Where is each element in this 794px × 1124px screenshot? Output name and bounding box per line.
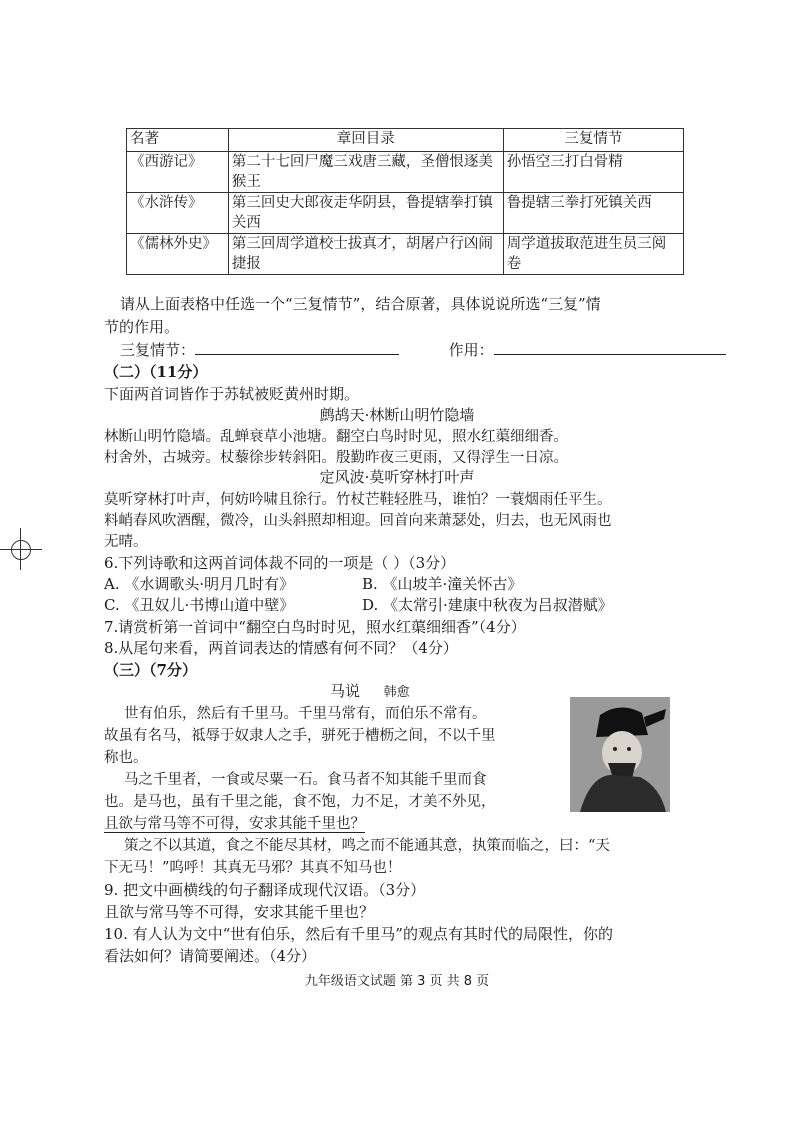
essay-paragraph: 策之不以其道，食之不能尽其材，鸣之而不能通其意，执策而临之，曰：“天 (124, 838, 610, 854)
poem-title: 鹧鸪天·林断山明竹隐墙 (319, 406, 475, 424)
registration-mark-circle (11, 540, 31, 560)
option-d: D. 《太常引·建康中秋夜为吕叔潜赋》 (362, 596, 613, 614)
question-6: 6.下列诗歌和这两首词体裁不同的一项是（ ）（3分） (104, 554, 456, 572)
question-9: 9. 把文中画横线的句子翻译成现代汉语。（3分） (104, 881, 426, 899)
han-yu-portrait (570, 697, 670, 812)
plot-answer-blank[interactable] (195, 340, 399, 355)
option-b: B. 《山坡羊·潼关怀古》 (362, 575, 523, 593)
poem-line: 村舍外，古城旁。杖藜徐步转斜阳。殷勤昨夜三更雨，又得浮生一日凉。 (104, 450, 568, 466)
essay-paragraph: 世有伯乐，然后有千里马。千里马常有，而伯乐不常有。 (124, 706, 487, 722)
question-8: 8.从尾句来看，两首词表达的情感有何不同？（4分） (104, 639, 458, 657)
section-heading: （三）（7分） (104, 661, 197, 679)
essay-paragraph: 称也。 (104, 750, 148, 766)
poem-title: 定风波·莫听穿林打叶声 (319, 468, 475, 486)
table-cell-work: 《西游记》 (127, 152, 229, 193)
essay-title-row (330, 680, 410, 701)
portrait-image (570, 697, 670, 812)
underlined-sentence: 且欲与常马等不可得，安求其能千里也？ (104, 816, 365, 832)
option-a: A. 《水调歌头·明月几时有》 (104, 575, 295, 593)
essay-underlined-sentence (104, 812, 365, 833)
poem-line: 莫听穿林打叶声，何妨吟啸且徐行。竹杖芒鞋轻胜马，谁怕？一蓑烟雨任平生。 (104, 492, 612, 508)
poem-line: 料峭春风吹酒醒，微冷，山头斜照却相迎。回首向来萧瑟处，归去，也无风雨也 (104, 513, 612, 529)
question-9-sentence: 且欲与常马等不可得，安求其能千里也？ (104, 903, 375, 921)
section-heading: （二）（11分） (104, 363, 208, 381)
table-header: 章回目录 (228, 129, 503, 152)
essay-paragraph: 也。是马也，虽有千里之能，食不饱，力不足，才美不外见， (104, 794, 496, 810)
section-intro: 下面两首词皆作于苏轼被贬黄州时期。 (104, 385, 360, 403)
page-footer: 九年级语文试题 第 3 页 共 8 页 (304, 974, 490, 989)
poem-line: 林断山明竹隐墙。乱蝉衰草小池塘。翻空白鸟时时见，照水红蕖细细香。 (104, 429, 568, 445)
table-cell-plot: 鲁提辖三拳打死镇关西 (503, 193, 683, 234)
classics-table (126, 128, 684, 275)
table-row (127, 193, 684, 234)
essay-paragraph: 下无马！”呜呼！其真无马邪？其真不知马也！ (104, 860, 402, 876)
effect-label: 作用： (448, 341, 494, 359)
table-question-prompt: 请从上面表格中任选一个“三复情节”，结合原著，具体说说所选“三复”情 (120, 295, 601, 313)
poem-line: 无晴。 (104, 534, 148, 550)
table-cell-work: 《水浒传》 (127, 193, 229, 234)
table-cell-plot: 周学道拔取范进生员三阅卷 (503, 234, 683, 275)
table-header: 名著 (127, 129, 229, 152)
essay-title: 马说 (330, 682, 361, 700)
table-cell-chapter: 第二十七回尸魔三戏唐三藏，圣僧恨逐美猴王 (228, 152, 503, 193)
plot-label: 三复情节： (120, 341, 196, 359)
essay-paragraph: 马之千里者，一食或尽粟一石。食马者不知其能千里而食 (124, 772, 487, 788)
essay-author: 韩愈 (383, 685, 410, 700)
table-cell-work: 《儒林外史》 (127, 234, 229, 275)
answer-line-row (120, 339, 726, 360)
effect-answer-blank[interactable] (494, 340, 726, 355)
table-row (127, 152, 684, 193)
table-header: 三复情节 (503, 129, 683, 152)
table-question-prompt-cont: 节的作用。 (104, 318, 180, 336)
essay-paragraph: 故虽有名马，祗辱于奴隶人之手，骈死于槽枥之间，不以千里 (104, 728, 496, 744)
option-c: C. 《丑奴儿·书博山道中壁》 (104, 596, 295, 614)
table-cell-plot: 孙悟空三打白骨精 (503, 152, 683, 193)
table-cell-chapter: 第三回史大郎夜走华阴县，鲁提辖拳打镇关西 (228, 193, 503, 234)
table-cell-chapter: 第三回周学道校士拔真才，胡屠户行凶闹捷报 (228, 234, 503, 275)
table-row (127, 234, 684, 275)
question-10: 10. 有人认为文中“世有伯乐，然后有千里马”的观点有其时代的局限性，你的 (104, 925, 613, 943)
question-10-cont: 看法如何？请简要阐述。（4分） (104, 947, 317, 965)
table-header-row (127, 129, 684, 152)
question-7: 7.请赏析第一首词中“翻空白鸟时时见，照水红蕖细细香”（4分） (104, 618, 526, 636)
